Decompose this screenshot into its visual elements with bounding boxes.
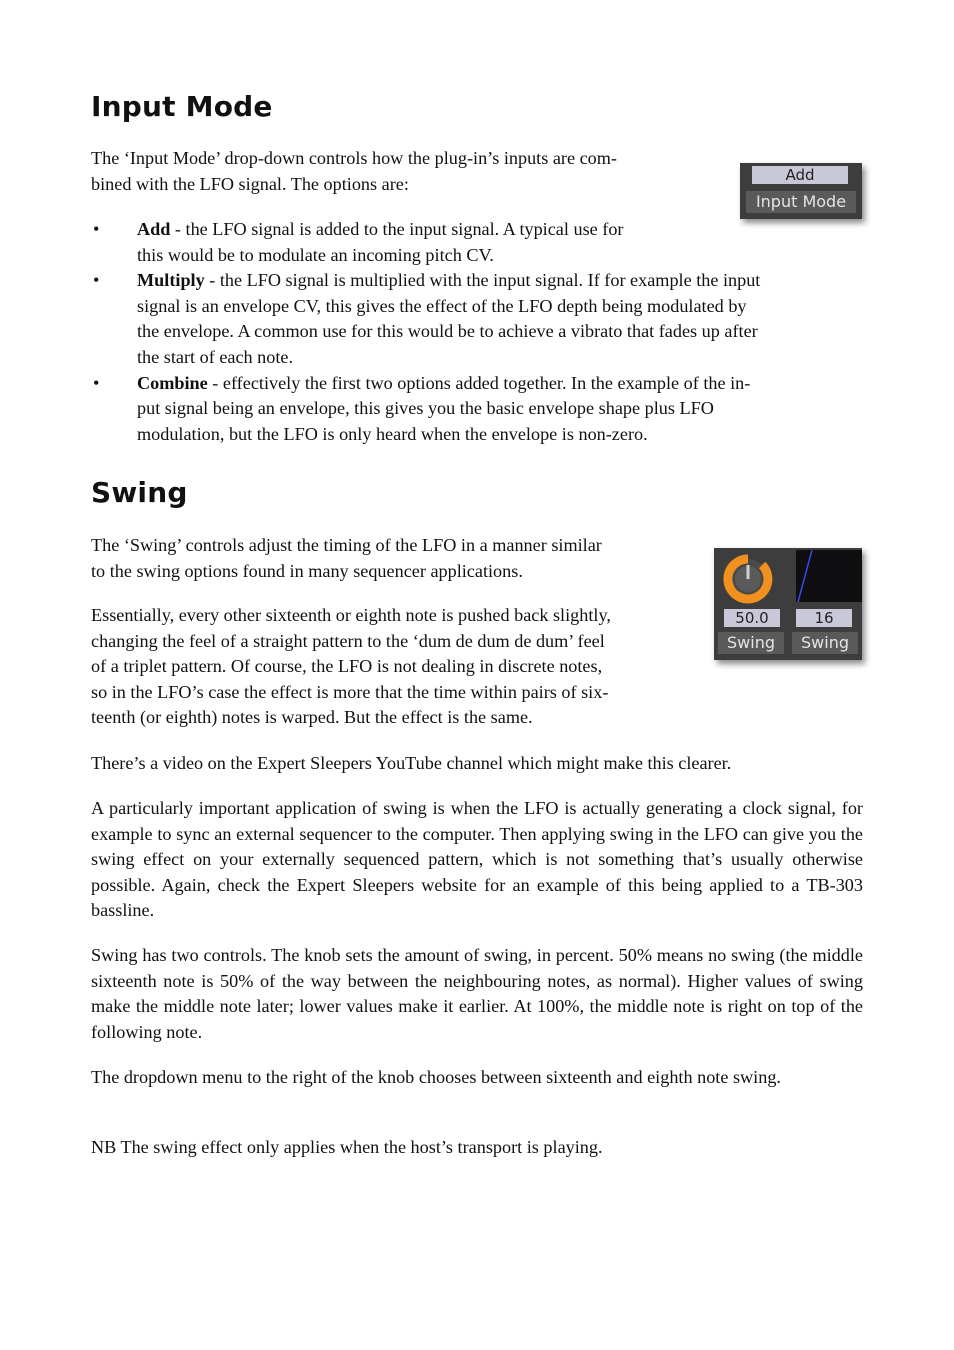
swing-paragraph-5: Swing has two controls. The knob sets the amount of swing, in percent. 50% means no swing (the middle sixteenth note is 50% of the way between the neighbouring notes, as normal). Higher values of swing make the middle note later; lower values make it earlier. At 100%, the middle note is right on top of the following note. [91,945,863,1042]
input-mode-widget [740,163,862,219]
swing-knob[interactable] [722,552,774,604]
option-text: signal is an envelope CV, this gives the effect of the LFO depth being modulated by [137,295,747,316]
input-mode-label: Input Mode [746,191,856,213]
text-line: teenth (or eighth) notes is warped. But the effect is the same. [91,707,533,728]
text-line: The ‘Swing’ controls adjust the timing of the LFO in a manner similar [91,535,602,555]
input-mode-dropdown[interactable]: Add [752,166,848,184]
input-mode-heading: Input Mode [91,90,273,123]
option-text: - the LFO signal is multiplied with the input signal. If for example the input [204,270,761,291]
option-text: the start of each note. [137,346,294,367]
bullet: • [93,270,100,291]
option-add [91,217,863,268]
swing-menu-dropdown[interactable]: 16 [796,609,852,627]
option-text: put signal being an envelope, this gives you the basic envelope shape plus LFO [137,398,714,419]
bullet: • [93,219,100,239]
text-line: to the swing options found in many sequencer applications. [91,560,523,581]
option-combine [91,371,863,448]
swing-paragraph-4: A particularly important application of swing is when the LFO is actually generating a clock signal, for example to sync an external sequencer to the computer. Then applying swing in the LFO can give you the swing effect on your externally sequenced pattern, which is not something that’s usually otherwise possible. Again, check the Expert Sleepers website for an example of this being applied to a TB-303 bassline. [91,798,863,921]
swing-heading: Swing [91,476,188,509]
text-line: so in the LFO’s case the effect is more that the time within pairs of six- [91,681,609,702]
swing-graph [796,550,862,602]
swing-curve [798,550,812,602]
swing-paragraph-6: The dropdown menu to the right of the knob chooses between sixteenth and eighth note swing. [91,1067,781,1087]
option-name: Multiply [137,270,205,291]
option-text: the envelope. A common use for this would be to achieve a vibrato that fades up after [137,321,758,342]
option-name: Combine [137,372,208,393]
text-line: of a triplet pattern. Of course, the LFO is not dealing in discrete notes, [91,656,603,677]
swing-paragraph-3: There’s a video on the Expert Sleepers YouTube channel which might make this clearer. [91,753,732,773]
swing-knob-value[interactable]: 50.0 [724,609,780,627]
swing-paragraph-7: NB The swing effect only applies when the host’s transport is playing. [91,1137,603,1157]
option-text: - the LFO signal is added to the input signal. A typical use for [170,219,624,239]
option-multiply [91,268,863,370]
input-mode-options-list [91,217,863,447]
option-text: modulation, but the LFO is only heard when the envelope is non-zero. [137,423,648,444]
swing-paragraph-1 [91,533,602,584]
swing-knob-label: Swing [718,632,784,654]
option-text: this would be to modulate an incoming pitch CV. [137,244,494,265]
text-line: changing the feel of a straight pattern to the ‘dum de dum de dum’ feel [91,630,605,651]
option-name: Add [137,219,171,239]
text-line: Essentially, every other sixteenth or eighth note is pushed back slightly, [91,605,611,625]
option-text: - effectively the first two options added together. In the example of the in- [207,372,751,393]
swing-menu-label: Swing [792,632,858,654]
swing-widget [714,548,862,660]
input-mode-intro-line1: The ‘Input Mode’ drop-down controls how the plug-in’s inputs are com- [91,148,617,168]
swing-paragraph-2 [91,603,611,731]
input-mode-intro-line2: bined with the LFO signal. The options are: [91,174,409,194]
bullet: • [93,372,100,393]
